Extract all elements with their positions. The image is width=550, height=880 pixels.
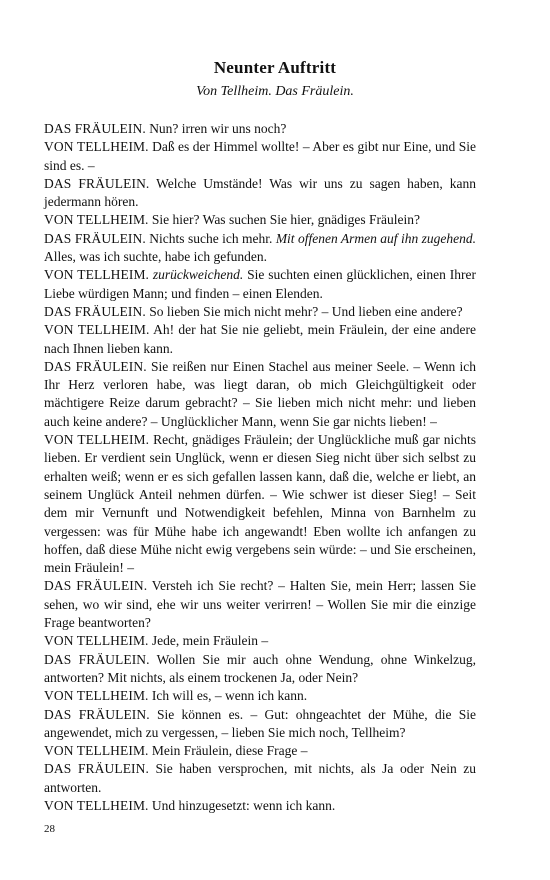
speech-text: Daß es der Himmel wollte! – Aber es gibt nur Eine, und Sie sind es. –: [44, 139, 476, 173]
speaker-name: DAS FRÄULEIN.: [44, 706, 150, 722]
speaker-name: VON TELLHEIM.: [44, 139, 149, 155]
speech-text: Sie reißen nur Einen Stachel aus meiner Seele. – Wenn ich Ihr Herz verloren habe, was liegt daran, ob mich Gleichgültigkeit oder mächtigere Reize darum gebracht? – Sie lieben mich nicht mehr: und lieben auch keine andere? – Unglücklicher Mann, wenn Sie gar nichts lieben! –: [44, 358, 476, 429]
speaker-name: DAS FRÄULEIN.: [44, 230, 146, 246]
dialogue-paragraph: [44, 321, 476, 358]
speaker-name: VON TELLHEIM.: [44, 322, 150, 338]
page-number: 28: [44, 823, 55, 835]
speech-text: Ah! der hat Sie nie geliebt, mein Fräulein, der eine andere nach Ihnen lieben kann.: [44, 322, 476, 356]
speech-text: Versteh ich Sie recht? – Halten Sie, mein Herr; lassen Sie sehen, wo wir sind, ehe wir uns weiter verirren! – Wollen Sie mir die einzige Frage beantworten?: [44, 578, 476, 631]
speech-text: Jede, mein Fräulein –: [148, 633, 269, 649]
dialogue-paragraph: [44, 211, 476, 229]
speech-text: So lieben Sie mich nicht mehr? – Und lieben eine andere?: [145, 303, 463, 319]
speaker-name: DAS FRÄULEIN.: [44, 121, 146, 136]
speech-text: Ich will es, – wenn ich kann.: [148, 688, 308, 704]
dialogue-paragraph: [44, 651, 476, 688]
speaker-name: VON TELLHEIM.: [44, 432, 150, 448]
scene-subtitle: Von Tellheim. Das Fräulein.: [196, 84, 354, 99]
dialogue-paragraph: [44, 175, 476, 212]
speech-text: Wollen Sie mir auch ohne Wendung, ohne Winkelzug, antworten? Mit nichts, als einem trockenen Ja, oder Nein?: [44, 651, 476, 685]
dialogue-paragraph: [44, 577, 476, 632]
speaker-name: VON TELLHEIM.: [44, 267, 150, 283]
speaker-name: VON TELLHEIM.: [44, 688, 149, 704]
dialogue-paragraph: [44, 687, 476, 705]
dialogue-paragraph: [44, 358, 476, 431]
speaker-name: DAS FRÄULEIN.: [44, 578, 148, 594]
speech-text: Mein Fräulein, diese Frage –: [148, 743, 308, 759]
speech-text: Sie hier? Was suchen Sie hier, gnädiges Fräulein?: [148, 212, 420, 228]
stage-direction: Mit offenen Armen auf ihn zugehend.: [275, 230, 477, 246]
speech-text: Sie können es. – Gut: ohngeachtet der Mühe, die Sie angewendet, mich zu vergessen, – lieben Sie mich noch, Tellheim?: [44, 706, 476, 740]
dialogue-paragraph: [44, 632, 476, 650]
speech-text: Recht, gnädiges Fräulein; der Unglückliche muß gar nichts lieben. Er verdient sein Unglück, wenn er diesen Sieg nicht über sich selbst zu erhalten weiß; wenn er es sich gefallen lassen kann, daß die, welche er liebt, an seinem Unglück Anteil nehmen dürfen. – Wie schwer ist dieser Sieg! – Seit dem mir Vernunft und Notwendigkeit befehlen, Minna von Barnhelm zu vergessen: was für Mühe habe ich angewandt! Eben wollte ich anfangen zu hoffen, daß diese Mühe nicht ewig vergebens sein würde: – und Sie erscheinen, mein Fräulein! –: [44, 432, 476, 576]
speech-text: Welche Umstände! Was wir uns zu sagen haben, kann jedermann hören.: [44, 175, 476, 210]
dialogue-paragraph: [44, 120, 476, 138]
speaker-name: VON TELLHEIM.: [44, 797, 149, 813]
speech-text: Nun? irren wir uns noch?: [145, 121, 287, 136]
speaker-name: DAS FRÄULEIN.: [44, 651, 150, 667]
speaker-name: DAS FRÄULEIN.: [44, 303, 146, 319]
speech-text: Nichts suche ich mehr.: [145, 230, 276, 246]
speech-text: Alles, was ich suchte, habe ich gefunden.: [44, 249, 268, 265]
dialogue-paragraph: [44, 138, 476, 175]
dialogue-text: [44, 120, 476, 815]
dialogue-paragraph: [44, 797, 476, 815]
speaker-name: DAS FRÄULEIN.: [44, 175, 150, 191]
dialogue-paragraph: [44, 742, 476, 760]
speaker-name: DAS FRÄULEIN.: [44, 358, 147, 374]
stage-direction: zurückweichend.: [152, 267, 244, 283]
speaker-name: VON TELLHEIM.: [44, 212, 149, 228]
dialogue-paragraph: [44, 760, 476, 797]
dialogue-paragraph: [44, 706, 476, 743]
dialogue-paragraph: [44, 230, 476, 267]
speaker-name: DAS FRÄULEIN.: [44, 761, 149, 777]
speaker-name: VON TELLHEIM.: [44, 743, 149, 759]
dialogue-paragraph: [44, 266, 476, 303]
scene-title: Neunter Auftritt: [213, 58, 337, 77]
speech-text: Sie haben versprochen, mit nichts, als Ja oder Nein zu antworten.: [44, 761, 476, 795]
dialogue-paragraph: [44, 303, 476, 321]
dialogue-paragraph: [44, 431, 476, 577]
speech-text: Sie suchten einen glücklichen, einen Ihrer Liebe würdigen Mann; und finden – einen Elenden.: [44, 267, 476, 301]
speaker-name: VON TELLHEIM.: [44, 633, 149, 649]
speech-text: Und hinzugesetzt: wenn ich kann.: [148, 797, 336, 813]
